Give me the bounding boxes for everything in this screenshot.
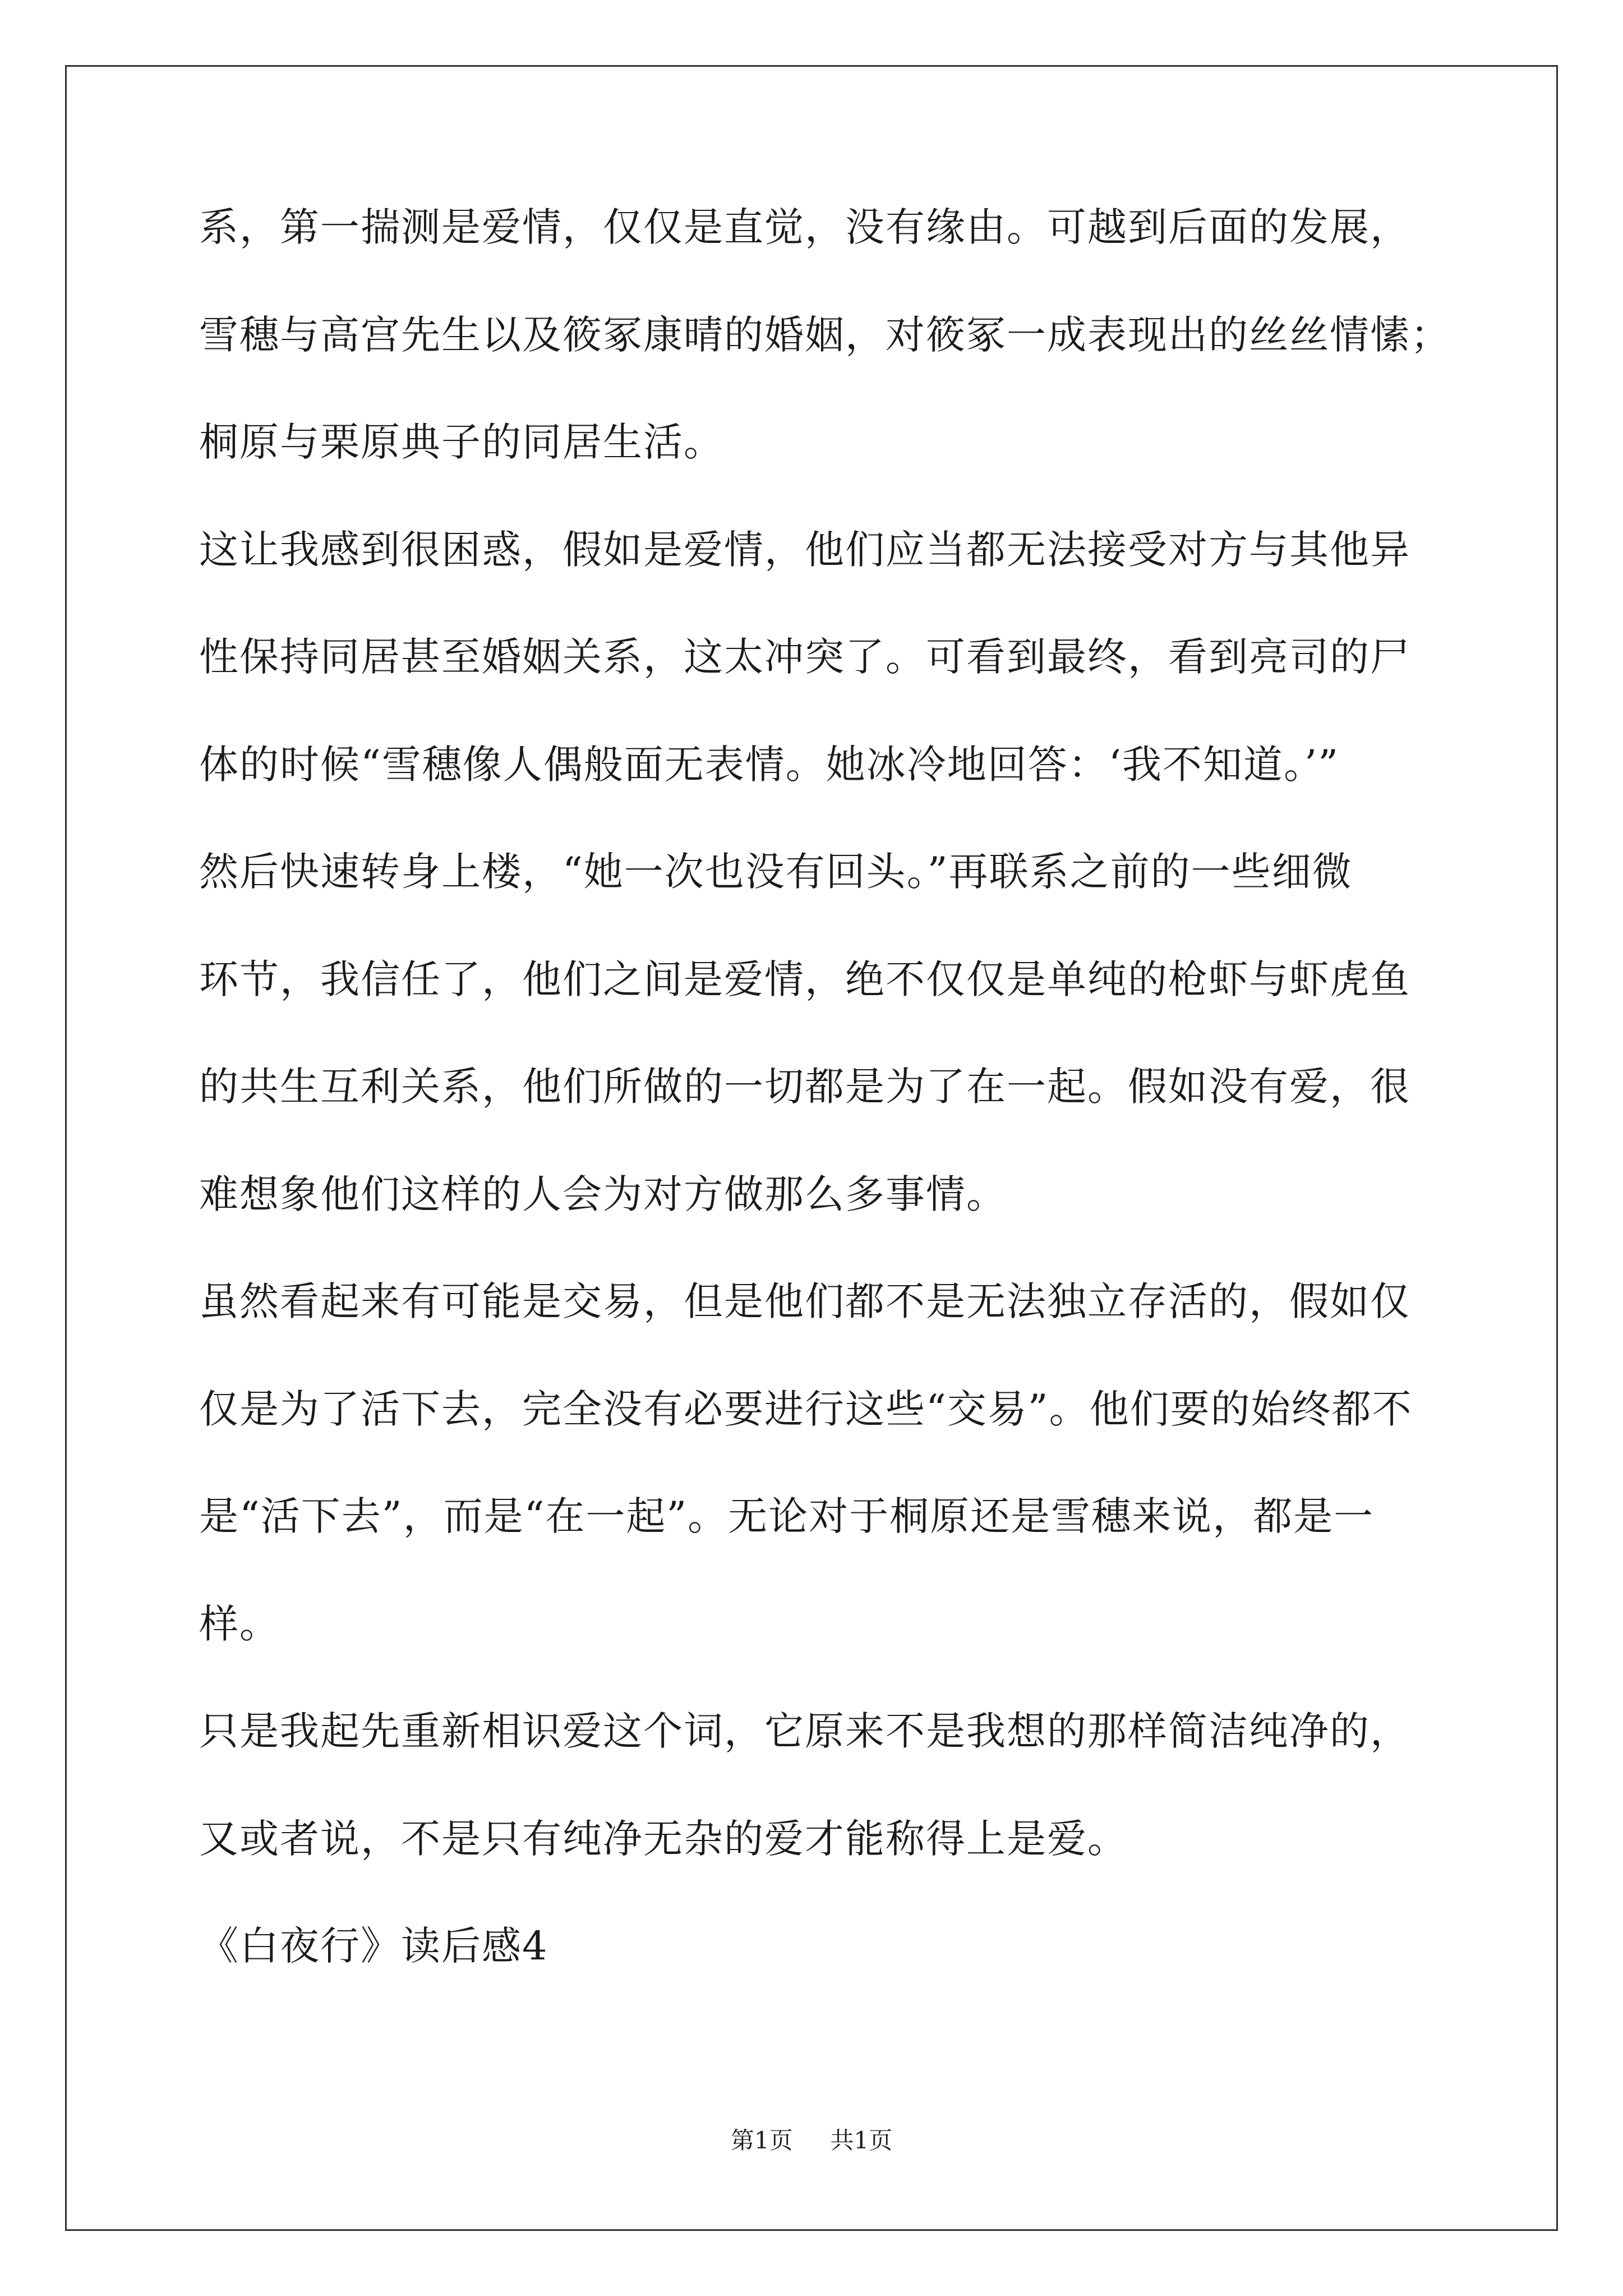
text-line: 又或者说，不是只有纯净无杂的爱才能称得上是爱。 [199,1815,1128,1862]
text-line: 仅是为了活下去，完全没有必要进行这些“交易”。他们要的始终都不 [199,1386,1413,1432]
text-line: 雪穗与高宫先生以及筱冢康晴的婚姻，对筱冢一成表现出的丝丝情愫； [199,311,1451,358]
text-line: 环节，我信任了，他们之间是爱情，绝不仅仅是单纯的枪虾与虾虎鱼 [199,956,1410,1002]
text-line: 样。 [199,1600,280,1647]
text-line: 系，第一揣测是爱情，仅仅是直觉，没有缘由。可越到后面的发展， [199,204,1410,250]
page-number-total: 共1页 [830,2127,893,2154]
text-line: 桐原与栗原典子的同居生活。 [199,419,724,465]
document-body [199,204,1455,2034]
section-heading: 《白夜行》读后感4 [199,1923,548,1969]
text-line: 只是我起先重新相识爱这个词，它原来不是我想的那样简洁纯净的， [199,1708,1410,1754]
text-line: 的共生互利关系，他们所做的一切都是为了在一起。假如没有爱，很 [199,1064,1410,1110]
text-line: 这让我感到很困惑，假如是爱情，他们应当都无法接受对方与其他异 [199,526,1410,573]
text-line: 是“活下去”，而是“在一起”。无论对于桐原还是雪穗来说，都是一 [199,1493,1375,1539]
text-line: 难想象他们这样的人会为对方做那么多事情。 [199,1171,1007,1217]
text-line: 然后快速转身上楼，“她一次也没有回头。”再联系之前的一些细微 [199,849,1353,895]
text-line: 体的时候“雪穗像人偶般面无表情。她冰冷地回答：‘我不知道。’” [199,741,1340,788]
page-number-current: 第1页 [730,2127,793,2154]
text-line: 性保持同居甚至婚姻关系，这太冲突了。可看到最终，看到亮司的尸 [199,634,1410,680]
text-line: 虽然看起来有可能是交易，但是他们都不是无法独立存活的，假如仅 [199,1278,1410,1324]
page-footer [0,2129,1623,2152]
